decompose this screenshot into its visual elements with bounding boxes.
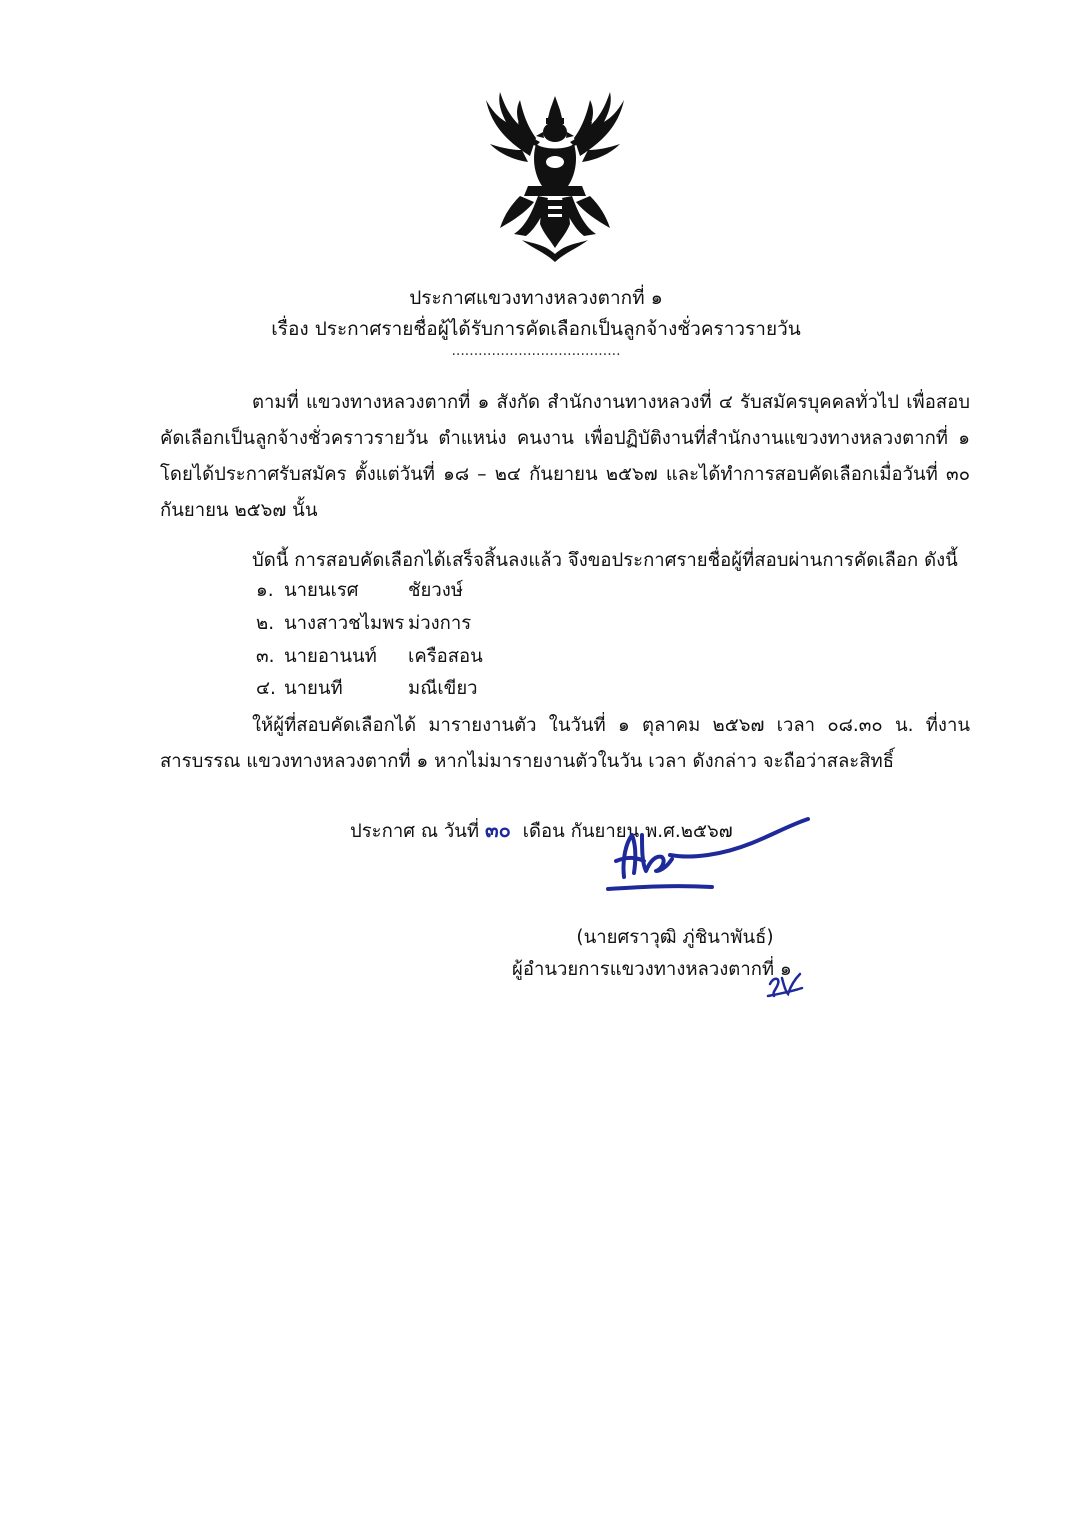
announcement-title: ประกาศแขวงทางหลวงตากที่ ๑ xyxy=(409,287,663,309)
candidate-last-name: มณีเขียว xyxy=(408,678,478,699)
intro-paragraph: ตามที่ แขวงทางหลวงตากที่ ๑ สังกัด สำนักงานทางหลวงที่ ๔ รับสมัครบุคคลทั่วไป เพื่อสอบคัดเลือกเป็นลูกจ้างชั่วคราวรายวัน ตำแหน่ง คนงาน เพื่อปฏิบัติงานที่สำนักงานแขวงทางหลวงตากที่ ๑ โดยได้ประกาศรับสมัคร ตั้งแต่วันที่ ๑๘ – ๒๔ กันยายน ๒๕๖๗ และได้ทำการสอบคัดเลือกเมื่อวันที่ ๓๐ กันยายน ๒๕๖๗ นั้น xyxy=(160,392,970,521)
title-separator: ...................................... xyxy=(451,343,621,359)
handwritten-signature xyxy=(602,815,817,900)
candidate-number: ๑. xyxy=(256,580,274,601)
dateline-suffix: เดือน กันยายน พ.ศ.๒๕๖๗ xyxy=(522,821,733,842)
dateline-day-handwritten: ๓๐ xyxy=(485,818,511,842)
candidate-list-item xyxy=(256,640,483,674)
result-paragraph: บัดนี้ การสอบคัดเลือกได้เสร็จสิ้นลงแล้ว จึงขอประกาศรายชื่อผู้ที่สอบผ่านการคัดเลือก ดังนี้ xyxy=(252,550,958,571)
announcement-subject: เรื่อง ประกาศรายชื่อผู้ได้รับการคัดเลือกเป็นลูกจ้างชั่วคราวรายวัน xyxy=(271,318,801,340)
candidate-last-name: ม่วงการ xyxy=(408,613,472,634)
candidate-first-name: นางสาวชไมพร xyxy=(284,613,405,634)
garuda-emblem-icon xyxy=(470,88,640,266)
candidate-last-name: เครือสอน xyxy=(408,646,483,667)
candidate-number: ๒. xyxy=(256,613,275,634)
report-instruction-paragraph: ให้ผู้ที่สอบคัดเลือกได้ มารายงานตัว ในวันที่ ๑ ตุลาคม ๒๕๖๗ เวลา ๐๘.๓๐ น. ที่งานสารบรรณ แขวงทางหลวงตากที่ ๑ หากไม่มารายงานตัวในวัน เวลา ดังกล่าว จะถือว่าสละสิทธิ์ xyxy=(160,715,970,772)
dateline-prefix: ประกาศ ณ วันที่ xyxy=(350,821,480,842)
candidate-list-item xyxy=(256,574,463,608)
candidate-list-item xyxy=(256,672,478,706)
candidate-list-item xyxy=(256,607,471,641)
candidate-first-name: นายนที xyxy=(284,678,343,699)
handwritten-initial xyxy=(766,970,806,1000)
signatory-position: ผู้อำนวยการแขวงทางหลวงตากที่ ๑ xyxy=(512,959,792,980)
candidate-first-name: นายนเรศ xyxy=(284,580,359,601)
candidate-number: ๓. xyxy=(256,646,275,667)
candidate-last-name: ชัยวงษ์ xyxy=(408,580,464,601)
signatory-name: (นายศราวุฒิ ภู่ชินาพันธ์) xyxy=(576,927,774,948)
candidate-first-name: นายอานนท์ xyxy=(284,646,377,667)
candidate-number: ๔. xyxy=(256,678,276,699)
